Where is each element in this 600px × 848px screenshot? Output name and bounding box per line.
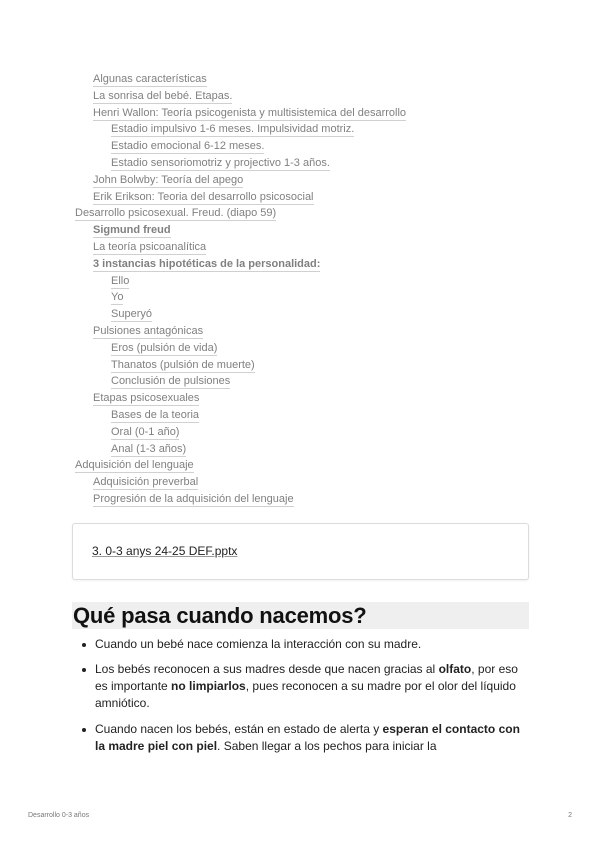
toc-link-label: Eros (pulsión de vida)	[111, 341, 218, 354]
text-run: , por eso es importante	[95, 662, 518, 693]
toc-link[interactable]	[93, 492, 294, 506]
text-run: Cuando un bebé nace comienza la interacción con su madre.	[95, 637, 422, 651]
toc-link[interactable]	[93, 106, 406, 120]
toc-link-label: La teoría psicoanalítica	[93, 241, 207, 253]
bold-text: olfato	[438, 662, 472, 676]
text-run: Los bebés reconocen a sus madres desde que nacen gracias al	[95, 662, 439, 676]
toc-link[interactable]	[93, 240, 206, 254]
toc-link[interactable]	[93, 257, 320, 271]
toc-link[interactable]	[93, 173, 243, 187]
toc-link[interactable]	[93, 475, 198, 489]
list-item-text	[95, 636, 528, 653]
toc-link-label: Estadio emocional 6-12 meses.	[111, 140, 265, 153]
toc-link-label: La sonrisa del bebé. Etapas.	[93, 89, 233, 102]
toc-link[interactable]	[111, 374, 230, 388]
toc-link[interactable]	[111, 139, 264, 153]
text-run: Cuando nacen los bebés, están en estado de alerta y	[95, 722, 383, 736]
toc-link[interactable]	[111, 408, 199, 422]
toc-link-label: Superyó	[111, 308, 152, 321]
toc-link-label: Etapas psicosexuales	[93, 392, 200, 405]
toc-link-label: Estadio sensoriomotriz y projectivo 1-3 años.	[111, 157, 330, 169]
toc-link[interactable]	[93, 391, 199, 405]
toc-link[interactable]	[75, 206, 276, 220]
toc-link-label: Algunas características	[93, 73, 207, 85]
toc-link-label: Erik Erikson: Teoria del desarrollo psicosocial	[93, 190, 314, 203]
toc-link-label: Ello	[111, 274, 130, 287]
footer-title: Desarrollo 0-3 años	[28, 812, 90, 819]
toc-link-label: Anal (1-3 años)	[111, 442, 187, 455]
list-item	[78, 661, 528, 712]
bullet-dot-icon	[82, 643, 86, 647]
toc-link[interactable]	[111, 156, 330, 170]
toc-link[interactable]	[111, 307, 152, 321]
list-item	[78, 721, 528, 755]
page-number: 2	[568, 812, 572, 819]
text-run: . Saben llegar a los pechos para iniciar la	[217, 739, 437, 753]
toc-link[interactable]	[93, 324, 203, 338]
toc-link[interactable]	[93, 72, 207, 86]
bullet-dot-icon	[82, 668, 86, 672]
toc-link-label: Desarrollo psicosexual. Freud. (diapo 59)	[75, 207, 277, 220]
list-item-text	[95, 661, 528, 712]
toc-link-label: Henri Wallon: Teoría psicogenista y multisistemica del desarrollo	[93, 106, 407, 119]
toc-link-label: Adquisición preverbal	[93, 476, 199, 489]
toc-link[interactable]	[111, 290, 123, 304]
text-run: , pues reconocen a su madre por el olor del líquido amniótico.	[95, 679, 516, 710]
list-item	[78, 636, 528, 653]
toc-link-label: John Bolwby: Teoría del apego	[93, 173, 244, 186]
file-attachment-card[interactable]	[72, 523, 529, 580]
toc-link-label: Adquisición del lenguaje	[75, 459, 194, 472]
toc-link-label: Estadio impulsivo 1-6 meses. Impulsividad motriz.	[111, 123, 355, 136]
toc-link[interactable]	[111, 442, 186, 456]
file-link[interactable]: 3. 0-3 anys 24-25 DEF.pptx	[92, 544, 238, 558]
toc-link-label: Thanatos (pulsión de muerte)	[111, 358, 255, 371]
toc-link[interactable]	[93, 190, 314, 204]
toc-link-label: Progresión de la adquisición del lenguaje	[93, 493, 294, 505]
toc-link-label: Conclusión de pulsiones	[111, 375, 231, 388]
bold-text: no limpiarlos	[171, 679, 246, 693]
toc-link[interactable]	[93, 223, 171, 237]
list-item-text	[95, 721, 528, 755]
toc-link[interactable]	[93, 89, 232, 103]
toc-link[interactable]	[111, 358, 255, 372]
toc-link[interactable]	[111, 425, 179, 439]
toc-link[interactable]	[111, 341, 217, 355]
toc-link-label: Pulsiones antagónicas	[93, 325, 204, 337]
toc-link[interactable]	[111, 122, 354, 136]
toc-link-label: Sigmund freud	[93, 224, 171, 237]
toc-link-label: Yo	[111, 291, 124, 304]
bullet-dot-icon	[82, 728, 86, 732]
toc-link[interactable]	[75, 458, 194, 472]
toc-link-label: Bases de la teoria	[111, 409, 200, 421]
toc-link-label: Oral (0-1 año)	[111, 425, 180, 438]
section-heading: Qué pasa cuando nacemos?	[72, 602, 529, 629]
bold-text: esperan el contacto con la madre piel con piel	[95, 722, 520, 753]
toc-link-label: 3 instancias hipotéticas de la personalidad:	[93, 257, 321, 270]
toc-link[interactable]	[111, 274, 129, 288]
